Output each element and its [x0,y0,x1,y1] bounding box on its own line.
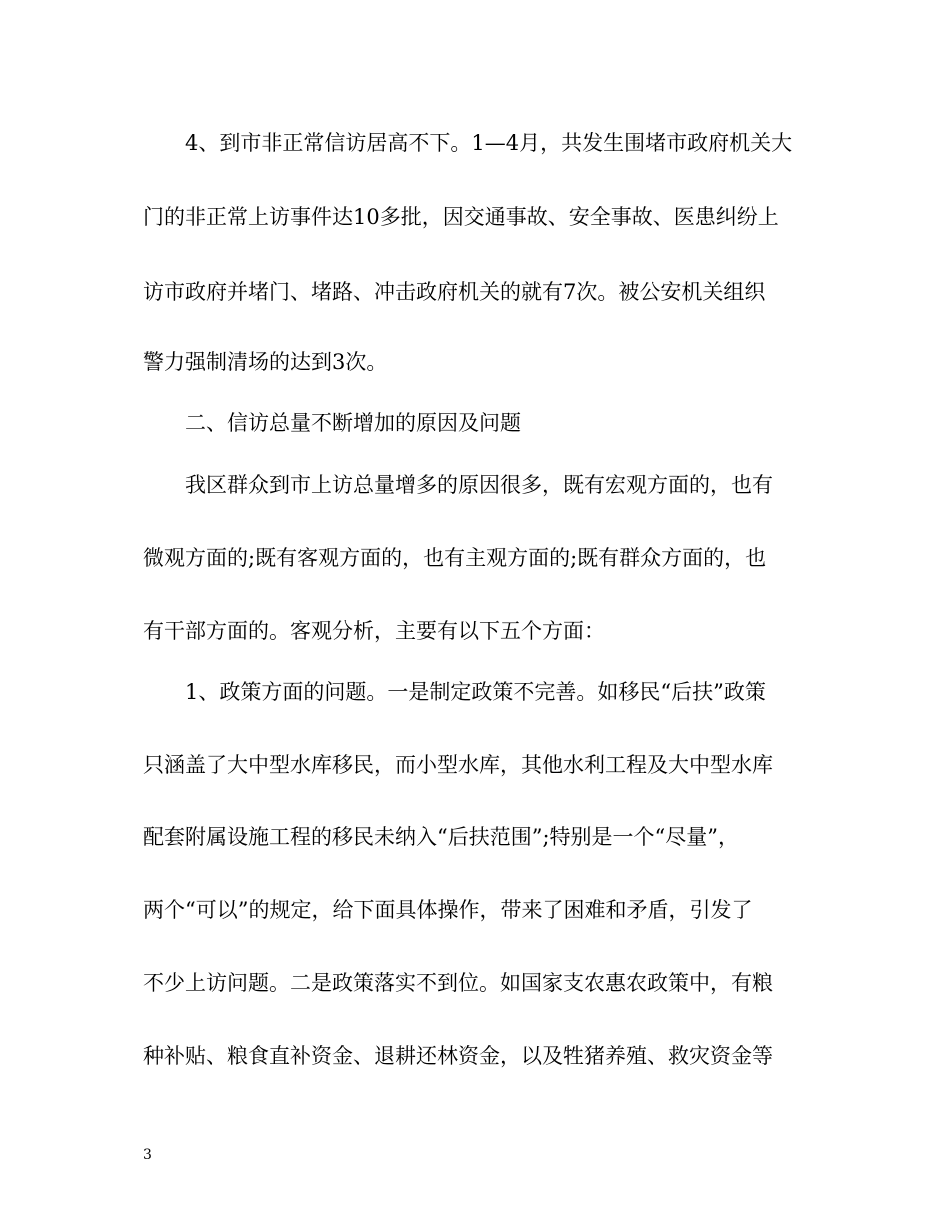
paragraph-line: 警力强制清场的达到3次。 [143,350,388,374]
section-heading: 二、信访总量不断增加的原因及问题 [185,411,521,435]
paragraph-line: 有干部方面的。客观分析，主要有以下五个方面： [143,619,605,643]
paragraph-line: 种补贴、粮食直补资金、退耕还林资金，以及牲猪养殖、救灾资金等 [143,1044,773,1068]
paragraph-line: 只涵盖了大中型水库移民，而小型水库，其他水利工程及大中型水库 [143,753,773,777]
paragraph-line: 门的非正常上访事件达10多批，因交通事故、安全事故、医患纠纷上 [143,205,779,229]
paragraph-line: 两个“可以”的规定，给下面具体操作，带来了困难和矛盾，引发了 [143,898,753,922]
paragraph-line: 我区群众到市上访总量增多的原因很多，既有宏观方面的，也有 [185,473,773,497]
paragraph-line: 访市政府并堵门、堵路、冲击政府机关的就有7次。被公安机关组织 [143,280,766,304]
paragraph-line: 配套附属设施工程的移民未纳入“后扶范围”;特别是一个“尽量”， [143,825,740,849]
paragraph-line: 4、到市非正常信访居高不下。1—4月，共发生围堵市政府机关大 [185,131,793,155]
page-number: 3 [143,1147,152,1163]
paragraph-line: 1、政策方面的问题。一是制定政策不完善。如移民“后扶”政策 [185,680,766,704]
paragraph-line: 微观方面的;既有客观方面的，也有主观方面的;既有群众方面的，也 [143,546,767,570]
paragraph-line: 不少上访问题。二是政策落实不到位。如国家支农惠农政策中，有粮 [143,971,773,995]
